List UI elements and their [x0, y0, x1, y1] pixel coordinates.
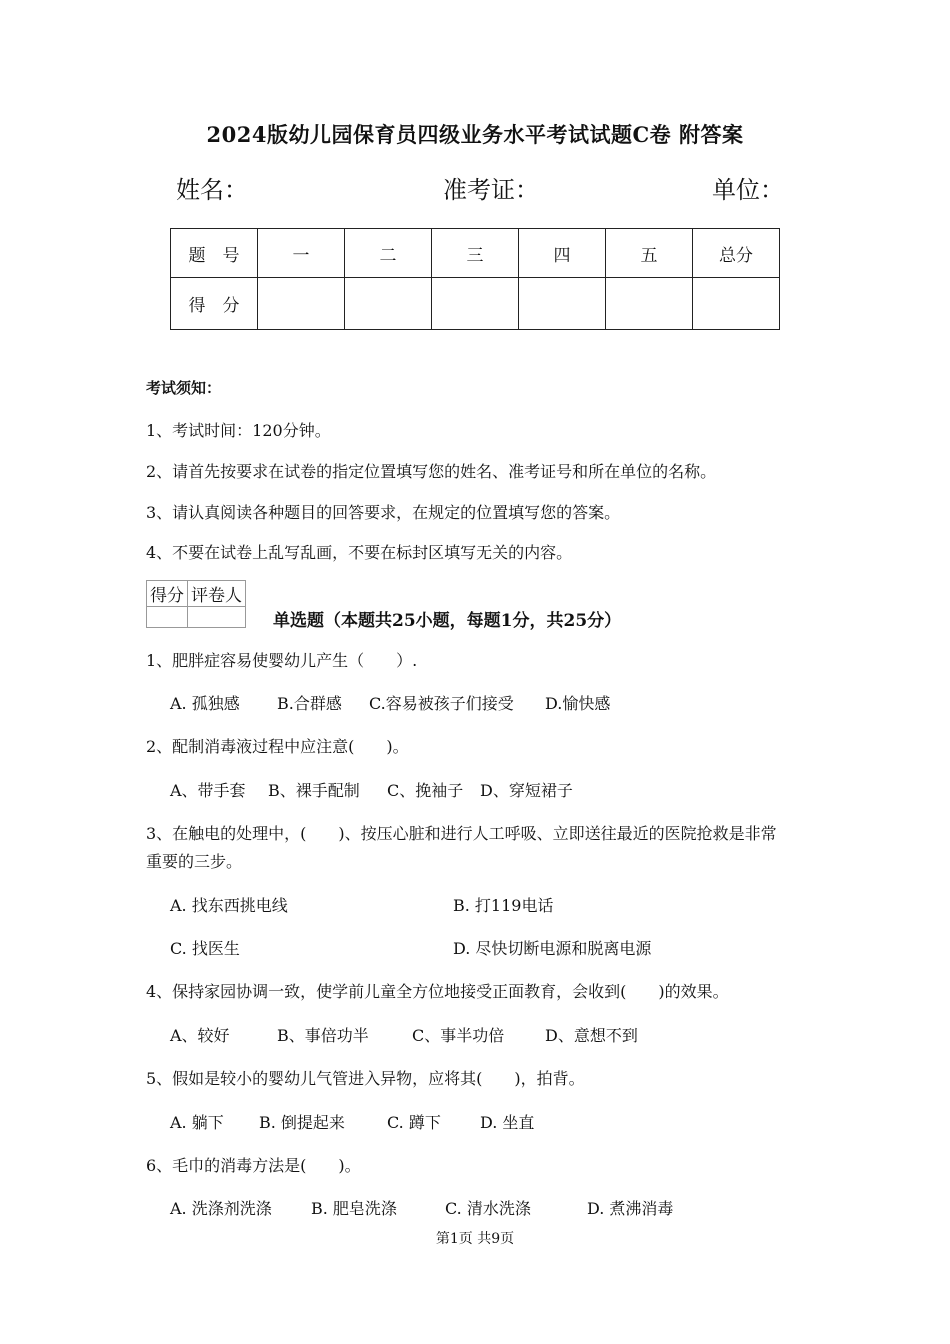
grader-box: [146, 580, 246, 628]
grader-score-cell[interactable]: [147, 607, 188, 628]
notice-heading: 考试须知：: [146, 379, 222, 397]
score-header-cell: 五: [606, 229, 693, 278]
score-cell[interactable]: [693, 278, 780, 330]
option-a: A. 找东西挑电线: [170, 896, 288, 915]
option-d: D、穿短裙子: [480, 781, 573, 800]
name-field-label: 姓名：: [176, 176, 248, 204]
option-d: D、意想不到: [545, 1026, 638, 1045]
option-c: C、挽袖子: [387, 781, 464, 800]
question-text-continued: 重要的三步。: [146, 852, 243, 871]
score-row-label: 得 分: [171, 278, 258, 330]
score-header-cell: 一: [258, 229, 345, 278]
question-text: 1、肥胖症容易使婴幼儿产生（ ）.: [146, 651, 418, 670]
notice-item: 2、请首先按要求在试卷的指定位置填写您的姓名、准考证号和所在单位的名称。: [146, 462, 717, 481]
score-cell[interactable]: [519, 278, 606, 330]
score-cell[interactable]: [258, 278, 345, 330]
option-c: C. 蹲下: [387, 1113, 441, 1132]
grader-reviewer-label: 评卷人: [188, 581, 246, 607]
unit-field-label: 单位：: [712, 176, 784, 204]
option-b: B. 肥皂洗涤: [311, 1199, 397, 1218]
score-table: [170, 228, 780, 330]
option-a: A. 躺下: [170, 1113, 224, 1132]
score-header-cell: 二: [345, 229, 432, 278]
question-text: 6、毛巾的消毒方法是( )。: [146, 1156, 361, 1175]
option-c: C. 找医生: [170, 939, 240, 958]
option-d: D.愉快感: [545, 694, 611, 713]
grader-score-label: 得分: [147, 581, 188, 607]
score-cell[interactable]: [345, 278, 432, 330]
notice-item: 1、考试时间：120分钟。: [146, 421, 331, 440]
question-text: 4、保持家园协调一致，使学前儿童全方位地接受正面教育，会收到( )的效果。: [146, 982, 729, 1001]
option-c: C.容易被孩子们接受: [369, 694, 514, 713]
score-header-cell: 四: [519, 229, 606, 278]
document-title: 2024版幼儿园保育员四级业务水平考试试题C卷 附答案: [206, 122, 744, 147]
option-d: D. 尽快切断电源和脱离电源: [453, 939, 652, 958]
option-b: B、裸手配制: [268, 781, 360, 800]
option-a: A. 孤独感: [170, 694, 240, 713]
question-text: 2、配制消毒液过程中应注意( )。: [146, 737, 409, 756]
option-a: A. 洗涤剂洗涤: [170, 1199, 272, 1218]
score-header-cell: 总分: [693, 229, 780, 278]
option-b: B. 打119电话: [453, 896, 554, 915]
option-a: A、较好: [170, 1026, 230, 1045]
grader-reviewer-cell[interactable]: [188, 607, 246, 628]
option-b: B、事倍功半: [277, 1026, 369, 1045]
score-table-score-row: [171, 278, 780, 330]
score-cell[interactable]: [606, 278, 693, 330]
exam-number-field-label: 准考证：: [443, 176, 539, 204]
notice-item: 4、不要在试卷上乱写乱画，不要在标封区填写无关的内容。: [146, 543, 573, 562]
option-d: D. 煮沸消毒: [587, 1199, 674, 1218]
score-header-cell: 题 号: [171, 229, 258, 278]
option-b: B. 倒提起来: [259, 1113, 345, 1132]
score-header-cell: 三: [432, 229, 519, 278]
section-title: 单选题（本题共25小题，每题1分，共25分）: [273, 611, 622, 631]
score-cell[interactable]: [432, 278, 519, 330]
option-a: A、带手套: [170, 781, 246, 800]
score-table-header-row: [171, 229, 780, 278]
question-text: 5、假如是较小的婴幼儿气管进入异物，应将其( )，拍背。: [146, 1069, 585, 1088]
page-footer: 第1页 共9页: [435, 1231, 515, 1247]
option-d: D. 坐直: [480, 1113, 535, 1132]
option-c: C. 清水洗涤: [445, 1199, 531, 1218]
option-c: C、事半功倍: [412, 1026, 505, 1045]
question-text: 3、在触电的处理中，( )、按压心脏和进行人工呼吸、立即送往最近的医院抢救是非常: [146, 824, 777, 843]
notice-item: 3、请认真阅读各种题目的回答要求，在规定的位置填写您的答案。: [146, 503, 621, 522]
option-b: B.合群感: [277, 694, 342, 713]
